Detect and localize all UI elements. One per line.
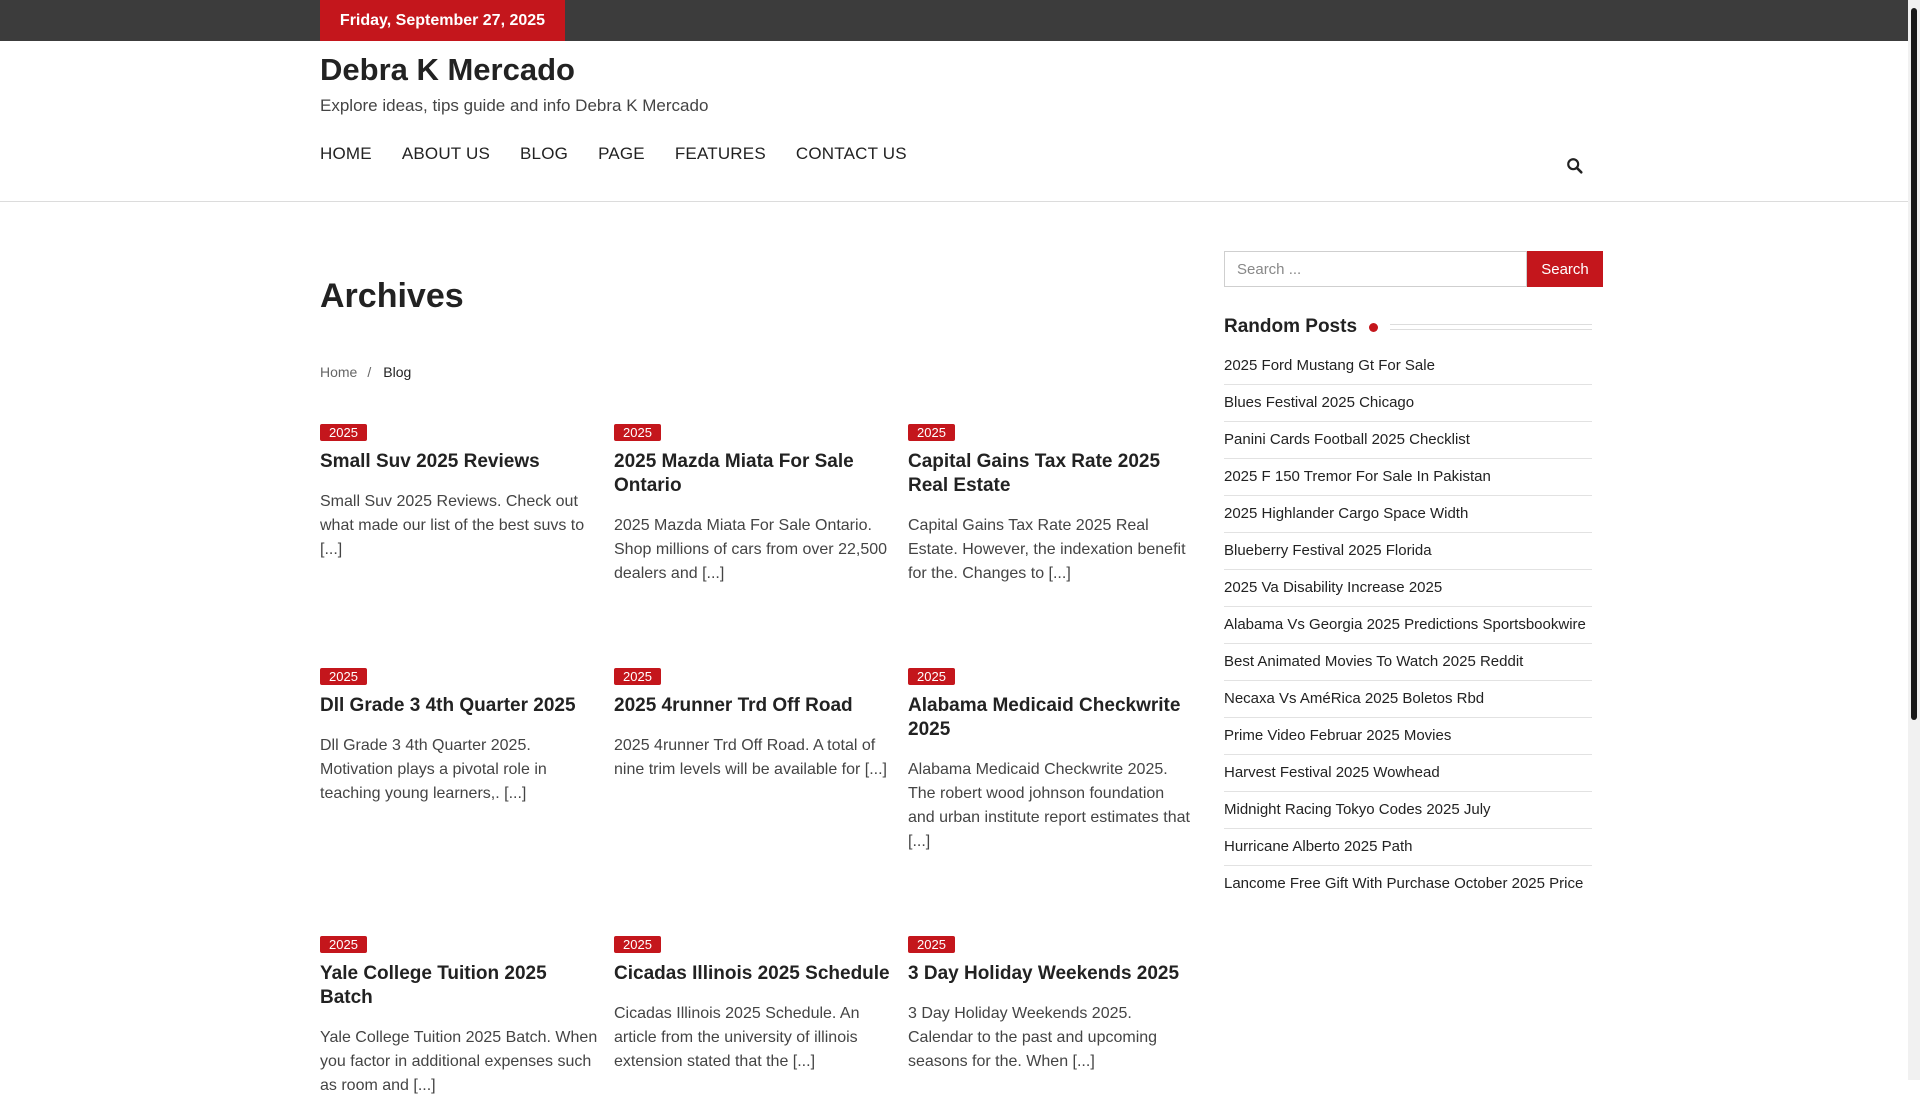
post-excerpt: Dll Grade 3 4th Quarter 2025. Motivation plays a pivotal role in teaching young learners,. [...] [320, 737, 547, 802]
post-card [614, 668, 896, 782]
page-title: Archives [320, 277, 464, 315]
random-post-link[interactable]: Necaxa Vs AméRica 2025 Boletos Rbd [1224, 681, 1592, 718]
nav-item-home[interactable]: HOME [320, 144, 372, 163]
random-post-link[interactable]: Lancome Free Gift With Purchase October 2025 Price [1224, 875, 1584, 892]
post-title[interactable]: 3 Day Holiday Weekends 2025 [908, 963, 1180, 984]
header-divider [0, 201, 1908, 202]
sidebar-search-form [1224, 251, 1603, 287]
date-badge: Friday, September 27, 2025 [320, 0, 565, 41]
breadcrumb [320, 364, 411, 380]
post-card [320, 936, 602, 1098]
random-posts-list [1224, 348, 1592, 902]
post-category-tag[interactable]: 2025 [320, 936, 367, 953]
post-excerpt: Alabama Medicaid Checkwrite 2025. The robert wood johnson foundation and urban institute report estimates that [...] [908, 761, 1190, 850]
random-post-link[interactable]: Blues Festival 2025 Chicago [1224, 385, 1592, 422]
post-title[interactable]: Yale College Tuition 2025 Batch [320, 963, 547, 1008]
post-excerpt: 2025 Mazda Miata For Sale Ontario. Shop millions of cars from over 22,500 dealers and [...] [614, 517, 888, 582]
post-category-tag[interactable]: 2025 [320, 424, 367, 441]
post-excerpt: Small Suv 2025 Reviews. Check out what made our list of the best suvs to [...] [320, 493, 585, 558]
random-post-link[interactable]: Best Animated Movies To Watch 2025 Reddit [1224, 644, 1592, 681]
post-card [320, 424, 602, 562]
search-button[interactable]: Search [1527, 251, 1603, 287]
search-icon[interactable] [1566, 157, 1584, 175]
post-card [908, 424, 1190, 586]
post-title[interactable]: 2025 4runner Trd Off Road [614, 695, 853, 716]
search-input[interactable] [1224, 251, 1527, 287]
post-excerpt: 3 Day Holiday Weekends 2025. Calendar to the past and upcoming seasons for the. When [...] [908, 1005, 1158, 1070]
random-post-link[interactable]: Harvest Festival 2025 Wowhead [1224, 755, 1592, 792]
dot-icon [1369, 323, 1378, 332]
random-posts-header [1224, 316, 1592, 338]
top-bar [0, 0, 1908, 41]
breadcrumb-home[interactable]: Home [320, 364, 358, 380]
post-category-tag[interactable]: 2025 [614, 936, 661, 953]
post-title[interactable]: 2025 Mazda Miata For Sale Ontario [614, 451, 854, 496]
post-category-tag[interactable]: 2025 [908, 424, 955, 441]
random-post-link[interactable]: Hurricane Alberto 2025 Path [1224, 829, 1592, 866]
post-title[interactable]: Dll Grade 3 4th Quarter 2025 [320, 695, 576, 716]
post-card [908, 668, 1190, 854]
post-category-tag[interactable]: 2025 [614, 668, 661, 685]
random-post-link[interactable]: Panini Cards Football 2025 Checklist [1224, 422, 1592, 459]
random-post-link[interactable]: Alabama Vs Georgia 2025 Predictions Sportsbookwire [1224, 607, 1592, 644]
random-post-link[interactable]: 2025 F 150 Tremor For Sale In Pakistan [1224, 459, 1592, 496]
post-title[interactable]: Cicadas Illinois 2025 Schedule [614, 963, 890, 984]
random-post-link[interactable]: Blueberry Festival 2025 Florida [1224, 533, 1592, 570]
nav-item-page[interactable]: PAGE [598, 144, 645, 163]
post-card [614, 424, 896, 586]
post-excerpt: Yale College Tuition 2025 Batch. When you factor in additional expenses such as room and [...] [320, 1029, 598, 1094]
site-description: Explore ideas, tips guide and info Debra K Mercado [320, 96, 709, 115]
post-category-tag[interactable]: 2025 [908, 668, 955, 685]
post-excerpt: 2025 4runner Trd Off Road. A total of nine trim levels will be available for [...] [614, 737, 887, 778]
breadcrumb-separator: / [367, 364, 372, 380]
post-category-tag[interactable]: 2025 [320, 668, 367, 685]
nav-item-about-us[interactable]: ABOUT US [401, 144, 491, 163]
random-post-link[interactable]: 2025 Ford Mustang Gt For Sale [1224, 348, 1592, 385]
page-scrollbar[interactable] [1908, 0, 1920, 1080]
post-category-tag[interactable]: 2025 [614, 424, 661, 441]
post-excerpt: Cicadas Illinois 2025 Schedule. An article from the university of illinois extension stated that the [...] [614, 1005, 860, 1070]
post-title[interactable]: Small Suv 2025 Reviews [320, 451, 540, 472]
post-category-tag[interactable]: 2025 [908, 936, 955, 953]
random-post-link[interactable]: 2025 Highlander Cargo Space Width [1224, 496, 1592, 533]
main-nav [320, 144, 937, 164]
nav-item-blog[interactable]: BLOG [520, 144, 569, 163]
nav-item-features[interactable]: FEATURES [674, 144, 766, 163]
post-card [320, 668, 602, 806]
post-excerpt: Capital Gains Tax Rate 2025 Real Estate. However, the indexation benefit for the. Changes to [...] [908, 517, 1186, 582]
random-post-link[interactable]: Midnight Racing Tokyo Codes 2025 July [1224, 792, 1592, 829]
nav-item-contact-us[interactable]: CONTACT US [795, 144, 907, 163]
site-title[interactable]: Debra K Mercado [320, 52, 575, 87]
post-card [614, 936, 896, 1074]
widget-title-rule [1390, 324, 1592, 330]
scrollbar-thumb[interactable] [1911, 8, 1917, 720]
random-post-link[interactable]: Prime Video Februar 2025 Movies [1224, 718, 1592, 755]
post-title[interactable]: Capital Gains Tax Rate 2025 Real Estate [908, 451, 1161, 496]
breadcrumb-current: Blog [383, 364, 412, 380]
post-card [908, 936, 1190, 1074]
post-title[interactable]: Alabama Medicaid Checkwrite 2025 [908, 695, 1181, 740]
random-post-link[interactable]: 2025 Va Disability Increase 2025 [1224, 570, 1592, 607]
widget-title: Random Posts [1224, 316, 1358, 337]
